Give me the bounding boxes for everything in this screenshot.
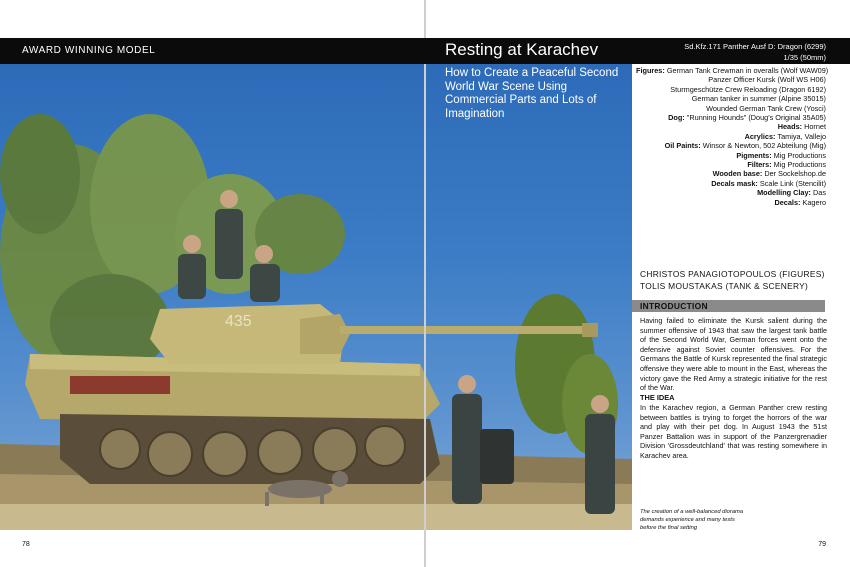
specs-list (636, 66, 829, 207)
spec-label: Decals: (774, 197, 803, 207)
spec-label: Dog: (668, 113, 687, 123)
author-scenery: TOLIS MOUSTAKAS (TANK & SCENERY) (640, 281, 809, 291)
spec-row (636, 94, 826, 103)
spec-row (636, 160, 826, 169)
spec-value: Scale Link (Stencilit) (759, 178, 826, 188)
spec-row (636, 66, 829, 75)
authors (640, 268, 825, 292)
diorama-photo (0, 64, 632, 530)
spec-label: Oil Paints: (664, 141, 703, 151)
spec-label: Filters: (747, 160, 774, 170)
article-title: Resting at Karachev (445, 40, 599, 59)
spec-row (636, 198, 826, 207)
spec-label: Heads: (777, 122, 805, 132)
spec-value: Mig Productions (773, 150, 826, 160)
spec-row (636, 104, 826, 113)
author-figures: CHRISTOS PANAGIOTOPOULOS (FIGURES) (640, 269, 825, 279)
photo-gutter (424, 64, 426, 530)
page-number-right: 79 (818, 541, 826, 548)
spec-label: Wooden base: (712, 169, 765, 179)
kit-line-1: Sd.Kfz.171 Panther Ausf D: Dragon (6299) (684, 42, 826, 51)
spec-label: Pigments: (736, 150, 774, 160)
spec-row (636, 113, 826, 122)
turret-number: 435 (225, 313, 252, 330)
spec-row (636, 75, 826, 84)
spec-label: Decals mask: (711, 178, 760, 188)
spec-value: German Tank Crewman in overalls (Wolf WAW09) (666, 66, 829, 75)
spec-label: Acrylics: (744, 131, 778, 141)
spec-value: Sturmgeschütze Crew Reloading (Dragon 6192) (670, 84, 826, 94)
article-subtitle: How to Create a Peaceful Second World War Scene Using Commercial Parts and Lots of Imagination (445, 67, 619, 120)
spec-row (636, 188, 826, 197)
spec-label: Modelling Clay: (757, 188, 814, 198)
spec-row (636, 141, 826, 150)
spec-value: Panzer Officer Kursk (Wolf WS H06) (708, 75, 826, 85)
spec-row (636, 169, 826, 178)
spec-row (636, 151, 826, 160)
spec-row (636, 122, 826, 131)
spec-row (636, 179, 826, 188)
spec-value: Der Sockelshop.de (764, 169, 826, 179)
spec-value: Das (813, 188, 826, 198)
page-number-left: 78 (22, 541, 30, 548)
section-label: AWARD WINNING MODEL (22, 45, 156, 56)
spec-row (636, 85, 826, 94)
kit-info (684, 41, 826, 63)
idea-heading: THE IDEA (640, 393, 675, 402)
spec-label: Figures: (636, 66, 667, 75)
spec-value: Winsor & Newton, 502 Abteilung (Mig) (702, 141, 826, 151)
spec-value: Tamiya, Vallejo (777, 131, 826, 141)
spec-value: Hornet (804, 122, 826, 132)
intro-heading: INTRODUCTION (640, 301, 708, 311)
diorama-illustration (0, 64, 632, 530)
spec-value: Kagero (802, 197, 826, 207)
idea-paragraph: In the Karachev region, a German Panther crew resting between battles is trying to forget the horrors of the war and play with their pet dog. In August 1943 the 51st Panzer Battalion was in support of the Panzergrenadier Division 'Grossdeutchland' that was resting somewhere in Karachev area. (640, 403, 827, 460)
spec-row (636, 132, 826, 141)
spec-value: Wounded German Tank Crew (Yosci) (706, 103, 826, 113)
spec-value: Mig Productions (773, 160, 826, 170)
intro-paragraph: Having failed to eliminate the Kursk salient during the summer offensive of 1943 that saw the largest tank battle of the Second World War, German forces went onto the defensive against Soviet counter offensives. For the Germans the Battle of Kursk represented the final strategic offensive they were able to mount in the East, whereas the victory gave the Red Army a strategic initiative for the rest of the War. (640, 316, 827, 393)
spec-value: German tanker in summer (Alpine 35015) (691, 94, 826, 104)
spec-value: "Running Hounds" (Doug's Original 35A05) (686, 113, 826, 123)
photo-caption: The creation of a well-balanced diorama demands experience and many tests before the final setting (640, 509, 744, 531)
kit-line-2: 1/35 (50mm) (783, 53, 826, 62)
